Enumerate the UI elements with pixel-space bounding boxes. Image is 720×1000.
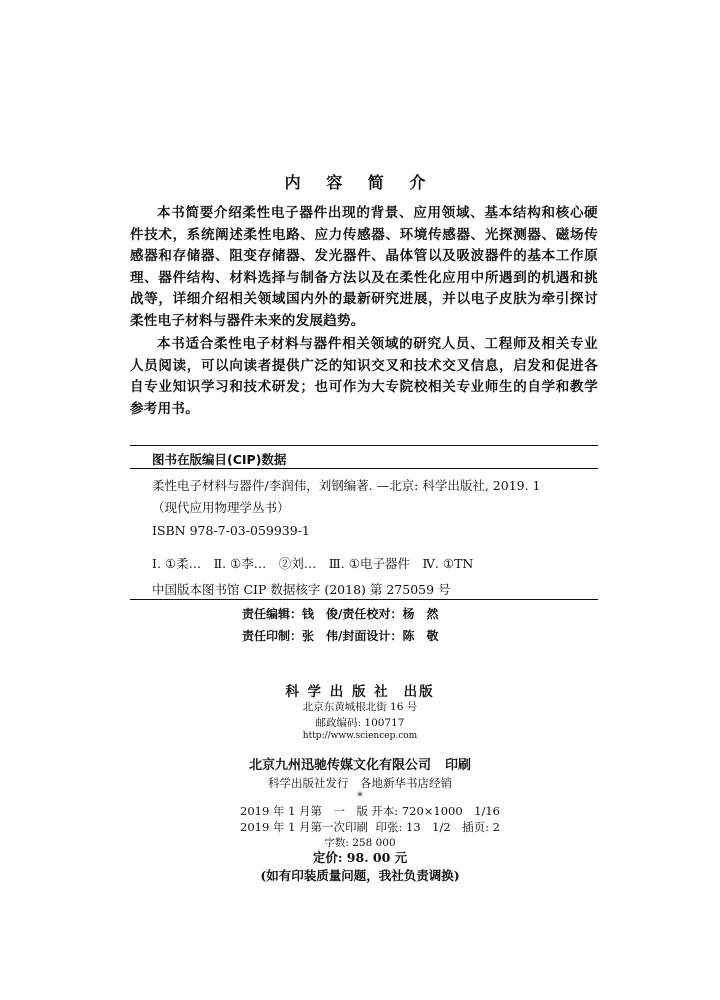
credits-row-1 [242, 605, 438, 622]
proof-label: 责任校对： [342, 607, 403, 621]
credits-row-2 [242, 627, 438, 644]
publisher-url: http://www.sciencep.com [302, 731, 418, 741]
publisher-line [0, 680, 720, 700]
quality-notice: (如有印装质量问题，我社负责调换) [260, 868, 460, 883]
distribution-line: 科学出版社发行 各地新华书店经销 [268, 776, 452, 790]
publisher-postcode: 邮政编码: 100717 [315, 717, 405, 729]
printing-row [240, 819, 500, 835]
cip-bibliographic-line: 柔性电子材料与器件/李润伟，刘钢编著. —北京: 科学出版社, 2019. 1 [152, 478, 541, 493]
format-info: 开本: 720×1000 1/16 [371, 804, 500, 818]
cover-name: 陈 敬 [402, 629, 439, 643]
page-title: 内 容 简 介 [284, 173, 436, 192]
cip-isbn: ISBN 978-7-03-059939-1 [152, 523, 310, 538]
price: 定价: 98. 00 元 [312, 850, 408, 865]
printing-info: 2019 年 1 月第一次印刷 [240, 820, 369, 834]
edition-row [240, 803, 500, 819]
intro-text-1: 本书简要介绍柔性电子器件出现的背景、应用领域、基本结构和核心硬件技术，系统阐述柔性电路、应力传感器、环境传感器、光探测器、磁场传感器和存储器、阻变存储器、发光器件、晶体管以及吸波器件的基本工作原理、器件结构、材料选择与制备方法以及在柔性化应用中所遇到的机遇和挑战等，详细介绍相关领域国内外的最新研究进展，并以电子皮肤为牵引探讨柔性电子材料与器件未来的发展趋势。 [130, 205, 598, 329]
cover-label: 封面设计： [342, 629, 403, 643]
word-count: 字数: 258 000 [324, 837, 396, 849]
cip-classification: Ⅰ. ①柔… Ⅱ. ①李… ②刘… Ⅲ. ①电子器件 Ⅳ. ①TN [152, 556, 474, 571]
cip-series-line: （现代应用物理学丛书） [152, 500, 290, 515]
credit-separator: / [338, 607, 343, 621]
print-label: 责任印制： [242, 629, 303, 643]
intro-text-2: 本书适合柔性电子材料与器件相关领域的研究人员、工程师及相关专业人员阅读，可以向读者提供广泛的知识交叉和技术交叉信息，启发和促进各自专业知识学习和技术研发；也可作为大专院校相关专业师生的自学和教学参考用书。 [130, 336, 598, 417]
cip-heading-rule [130, 468, 598, 469]
intro-paragraph-1 [130, 203, 598, 333]
publisher-suffix: 出版 [403, 684, 435, 700]
cip-record-number: 中国版本图书馆 CIP 数据核字 (2018) 第 275059 号 [152, 582, 451, 597]
cip-bottom-rule [130, 599, 598, 600]
cip-heading: 图书在版编目(CIP)数据 [152, 452, 287, 467]
sheet-info: 印张: 13 1/2 插页: 2 [375, 820, 500, 834]
publisher-address: 北京东黄城根北街 16 号 [302, 701, 418, 713]
editor-label: 责任编辑： [242, 607, 303, 621]
printer-suffix: 印刷 [445, 758, 472, 773]
proof-name: 杨 然 [402, 607, 439, 621]
printer-name: 北京九州迅驰传媒文化有限公司 [248, 758, 431, 773]
printer-line [0, 754, 720, 773]
publisher-name: 科 学 出 版 社 [285, 684, 390, 700]
intro-paragraph-2 [130, 334, 598, 420]
cip-top-rule [130, 445, 598, 446]
editor-name: 钱 俊 [302, 607, 339, 621]
edition-info: 2019 年 1 月第 一 版 [240, 804, 369, 818]
credit-separator: / [338, 629, 343, 643]
print-name: 张 伟 [302, 629, 339, 643]
separator-star: * [357, 790, 363, 803]
